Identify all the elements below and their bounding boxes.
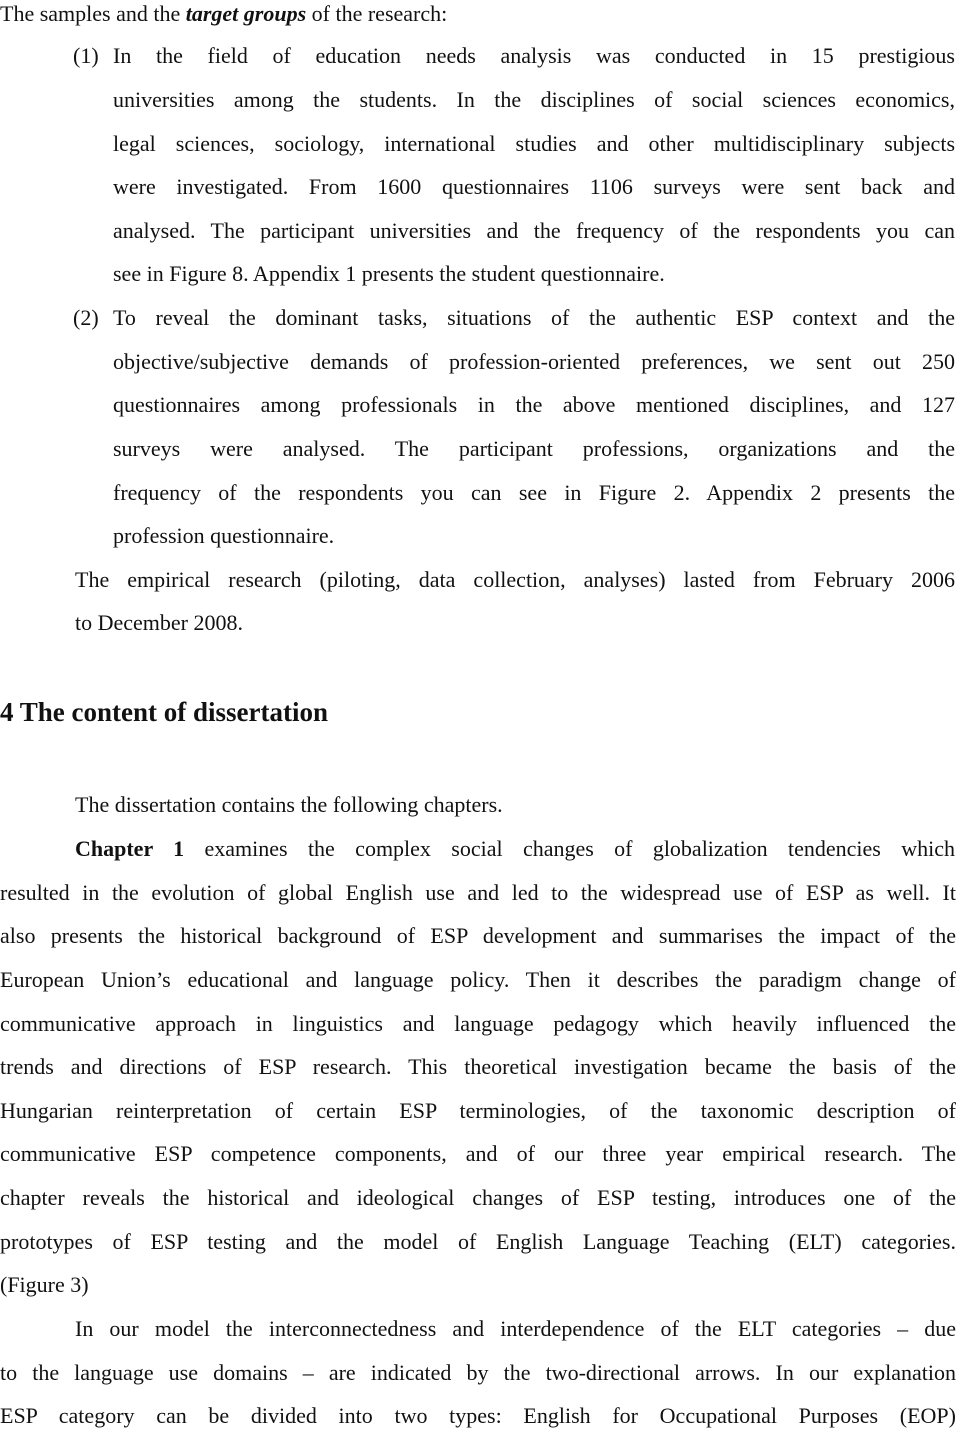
item2-line: To reveal the dominant tasks, situations of the authentic ESP context and the: [113, 305, 955, 330]
model-line: In our model the interconnectedness and interdependence of the ELT categories – due: [75, 1316, 956, 1341]
item2-line: surveys were analysed. The participant professions, organizations and the: [113, 436, 955, 461]
item1-line: legal sciences, sociology, international studies and other multidisciplinary subjects: [113, 131, 955, 156]
intro-emphasis: target groups: [185, 1, 307, 26]
item1-line: In the field of education needs analysis was conducted in 15 prestigious: [113, 43, 955, 68]
item1-line: analysed. The participant universities and the frequency of the respondents you can: [113, 218, 955, 243]
chapter1-line: communicative approach in linguistics and language pedagogy which heavily influenced the: [0, 1011, 956, 1036]
chapter1-line: European Union’s educational and language policy. Then it describes the paradigm change of: [0, 967, 956, 992]
chapter1-line: communicative ESP competence components, and of our three year empirical research. The: [0, 1141, 956, 1166]
chapter1-line: trends and directions of ESP research. This theoretical investigation became the basis of the: [0, 1054, 956, 1079]
chapter1-line: prototypes of ESP testing and the model of English Language Teaching (ELT) categories.: [0, 1229, 956, 1254]
item2-line-last: profession questionnaire.: [113, 523, 335, 548]
chapter1-line-last: (Figure 3): [0, 1272, 89, 1297]
intro-text: The samples and the: [0, 1, 186, 26]
chapter1-line: chapter reveals the historical and ideological changes of ESP testing, introduces one of the: [0, 1185, 956, 1210]
item1-line: universities among the students. In the disciplines of social sciences economics,: [113, 87, 955, 112]
item2-number: (2): [73, 305, 99, 330]
item2-line: questionnaires among professionals in the above mentioned disciplines, and 127: [113, 392, 955, 417]
chapter1-first-line: [75, 835, 955, 863]
model-line: ESP category can be divided into two types: English for Occupational Purposes (EOP): [0, 1403, 956, 1428]
chapter1-line: Hungarian reinterpretation of certain ESP terminologies, of the taxonomic description of: [0, 1098, 956, 1123]
item2-line: objective/subjective demands of profession-oriented preferences, we sent out 250: [113, 349, 955, 374]
chapter1-line: also presents the historical background of ESP development and summarises the impact of the: [0, 923, 956, 948]
item1-number: (1): [73, 43, 99, 68]
model-line: to the language use domains – are indicated by the two-directional arrows. In our explanation: [0, 1360, 956, 1385]
intro-text-end: of the research:: [306, 1, 448, 26]
empirical-line: The empirical research (piloting, data collection, analyses) lasted from February 2006: [75, 567, 955, 592]
intro-line: [0, 0, 447, 28]
chapter1-first-line-text: examines the complex social changes of globalization tendencies which: [184, 836, 955, 861]
item2-line: frequency of the respondents you can see in Figure 2. Appendix 2 presents the: [113, 480, 955, 505]
item1-line-last: see in Figure 8. Appendix 1 presents the student questionnaire.: [113, 261, 665, 286]
chapter1-line: resulted in the evolution of global English use and led to the widespread use of ESP as well. It: [0, 880, 956, 905]
empirical-line-last: to December 2008.: [75, 610, 243, 635]
item1-line: were investigated. From 1600 questionnaires 1106 surveys were sent back and: [113, 174, 955, 199]
chapter1-label: Chapter 1: [75, 836, 185, 861]
section-heading: 4 The content of dissertation: [0, 697, 328, 727]
contains-line: The dissertation contains the following chapters.: [75, 792, 503, 817]
